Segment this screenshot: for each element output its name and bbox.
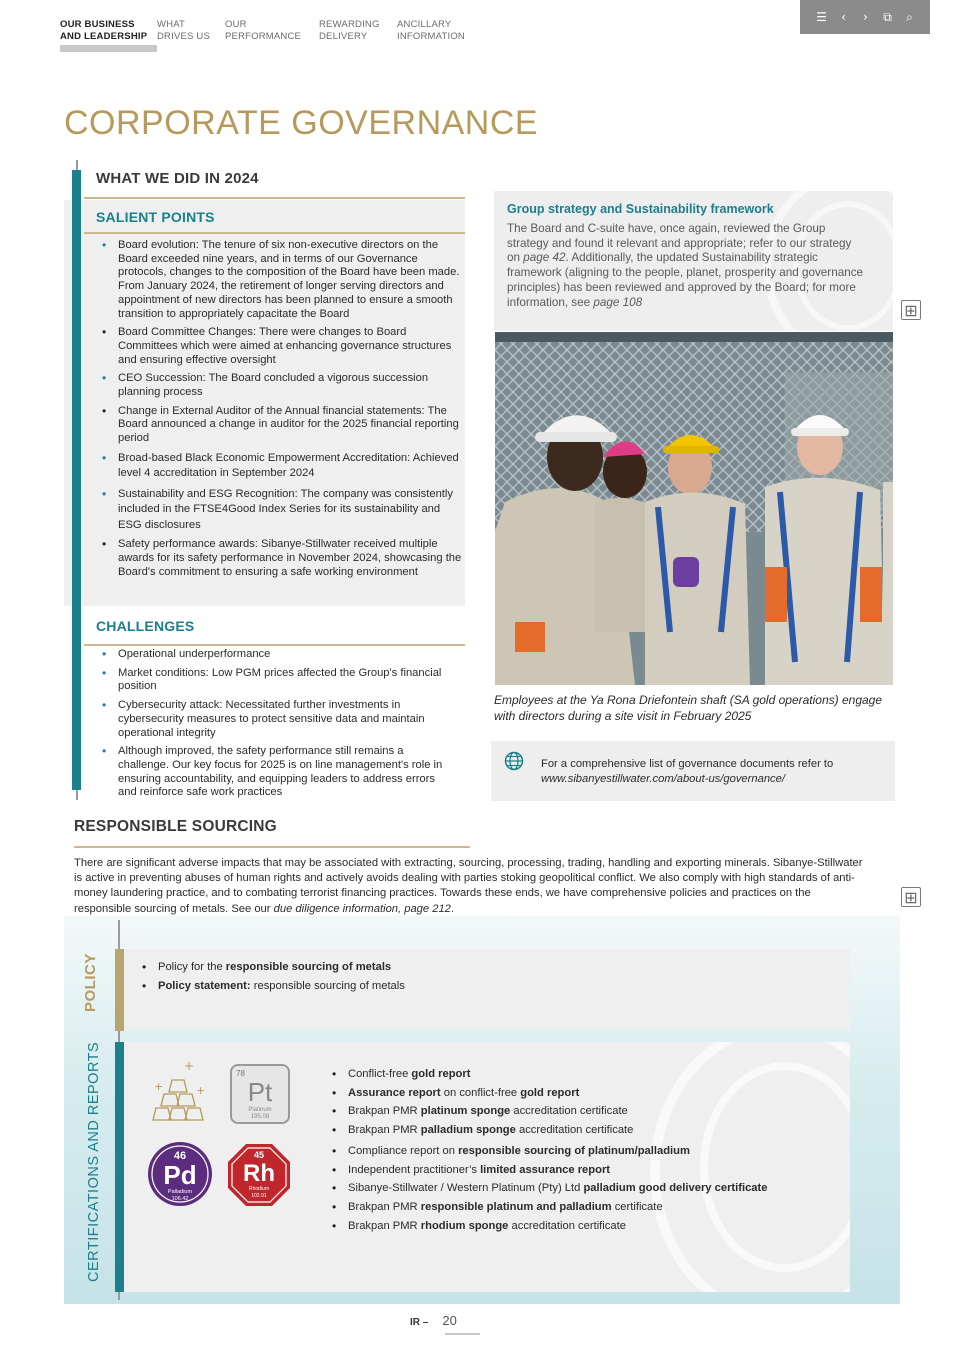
body-text: There are significant adverse impacts that may be associated with extracting, sourcing, processing, trading, handling and exporting minerals. Sibanye-Stillwater is active in preventing abuses of human rights and actively avoids dealing with parties stoking geopolitical conflict. We also comply with high standards of anti-money laundering practice, and to combating terrorist financing practices. Towards these ends, we have comprehensive policies and practices on the responsible sourcing of metals. See our	[74, 857, 863, 915]
nav-label: REWARDING	[319, 19, 380, 30]
gold-bars-icon	[153, 1059, 205, 1120]
item-text: accreditation certificate	[508, 1219, 626, 1232]
nav-rewarding-delivery[interactable]	[319, 19, 397, 43]
list-item: • Board Committee Changes: There were changes to Board Committees which were aimed at enhancing governance structures and ensuring effective oversight	[96, 326, 464, 367]
list-item: • Board evolution: The tenure of six non-executive directors on the Board exceeded nine years, and in terms of our Governance protocols, changes to the composition of the Board have been made. From January 2024, the retirement of longer serving directors and appointment of new directors has been planned to ensure a smooth transition to appropriately capacitate the Board	[96, 239, 464, 321]
due-diligence-link[interactable]: due diligence information, page 212	[273, 902, 451, 915]
nav-label: INFORMATION	[397, 31, 465, 42]
nav-label: ANCILLARY	[397, 19, 452, 30]
body-text: . Additionally, the updated Sustainability strategic framework (aligning to the people, planet, prosperity and governance principles) has been reviewed and approved by the Board; for more information, see	[507, 251, 864, 309]
list-item: • Although improved, the safety performance still remains a challenge. Our key focus for 2025 is on line management's role in ensuring accountability, and equipping leaders to address errors and reinforce safe work practices	[96, 745, 446, 800]
page-42-link[interactable]: page 42	[523, 251, 566, 265]
certificate-link[interactable]	[326, 1164, 836, 1178]
salient-points-list	[96, 239, 464, 584]
list-item: • Operational underperformance	[96, 648, 446, 662]
pd-mass: 106.42	[171, 1196, 189, 1202]
search-icon[interactable]: ⌕	[906, 10, 913, 24]
item-bold-text: gold report	[411, 1068, 471, 1080]
pd-symbol: Pd	[163, 1160, 197, 1190]
pd-name: Palladium	[167, 1189, 193, 1195]
challenges-list	[96, 648, 446, 805]
certificate-link[interactable]	[326, 1145, 836, 1159]
governance-docs-text	[541, 757, 881, 786]
item-bold-text: responsible sourcing of platinum/palladium	[458, 1144, 690, 1157]
rhodium-element-icon	[228, 1144, 290, 1206]
rh-mass: 102.91	[251, 1193, 267, 1199]
policy-accent-bar	[115, 949, 124, 1031]
nav-label: PERFORMANCE	[225, 31, 302, 42]
responsible-sourcing-text	[74, 856, 864, 917]
responsible-sourcing-heading: RESPONSIBLE SOURCING	[74, 818, 277, 835]
footer-underline	[445, 1333, 480, 1335]
item-bold-text: responsible sourcing of metals	[225, 961, 392, 973]
item-bold-text: palladium good delivery certificate	[583, 1182, 768, 1195]
nav-ancillary-information[interactable]	[397, 19, 487, 43]
svg-text:+: +	[184, 1059, 195, 1073]
globe-icon	[504, 751, 524, 771]
page-108-link[interactable]: page 108	[593, 295, 643, 309]
body-text: The Board and C-suite have, once again, reviewed the Group strategy and found it relevant and appropriate; refer to our strategy on	[507, 222, 852, 265]
item-text: Brakpan PMR	[348, 1124, 421, 1137]
rh-number: 45	[253, 1150, 265, 1160]
list-item: • CEO Succession: The Board concluded a vigorous succession planning process	[96, 372, 464, 399]
list-item: • Cybersecurity attack: Necessitated further investments in cybersecurity measures to protect sensitive data and maintain operational integrity	[96, 699, 446, 740]
page-title: CORPORATE GOVERNANCE	[64, 104, 539, 142]
top-navigation	[60, 19, 487, 43]
list-item: • Market conditions: Low PGM prices affected the Group's financial position	[96, 667, 446, 694]
what-we-did-heading: WHAT WE DID IN 2024	[96, 170, 259, 187]
group-strategy-title: Group strategy and Sustainability framework	[507, 202, 774, 216]
item-bold-text: Assurance report	[348, 1086, 441, 1099]
bookmark-icon[interactable]: ⧉	[883, 10, 892, 24]
certificate-link[interactable]	[326, 1105, 836, 1119]
nav-label: OUR BUSINESS	[60, 19, 135, 30]
nav-label: DRIVES US	[157, 31, 211, 42]
nav-label: DELIVERY	[319, 31, 368, 42]
pt-mass: 195.08	[250, 1114, 270, 1120]
salient-points-heading: SALIENT POINTS	[96, 209, 215, 225]
item-text: Sibanye-Stillwater / Western Platinum (Pty) Ltd	[348, 1182, 584, 1195]
body-text: .	[450, 902, 454, 915]
list-item: • Broad-based Black Economic Empowerment Accreditation: Achieved level 4 accreditation in September 2024	[96, 451, 464, 482]
challenges-heading: CHALLENGES	[96, 618, 195, 634]
heading-underline	[84, 232, 465, 234]
list-item: • Change in External Auditor of the Annual financial statements: The Board announced a change in auditor for the 2025 financial reporting period	[96, 405, 464, 446]
heading-underline	[84, 197, 465, 199]
item-bold-text: gold report	[520, 1086, 580, 1099]
heading-underline	[74, 846, 470, 848]
section-accent-bar	[72, 170, 81, 790]
item-bold-text: Policy statement:	[158, 979, 251, 992]
item-text: Conflict-free	[348, 1068, 412, 1080]
item-text: certificate	[611, 1200, 663, 1213]
certificate-link[interactable]	[326, 1182, 836, 1196]
item-text: Compliance report on	[348, 1144, 459, 1157]
nav-what-drives-us[interactable]	[157, 19, 225, 43]
item-text: Brakpan PMR	[348, 1200, 421, 1213]
item-text: accreditation certificate	[515, 1124, 634, 1137]
toolbar	[800, 0, 930, 34]
certificate-link[interactable]	[326, 1124, 836, 1138]
site-visit-photo	[495, 332, 893, 685]
rh-symbol: Rh	[243, 1160, 275, 1187]
item-bold-text: rhodium sponge	[420, 1219, 509, 1232]
rh-name: Rhodium	[248, 1186, 270, 1192]
item-text: on conflict-free	[440, 1086, 521, 1099]
item-text: Policy for the	[158, 961, 226, 973]
pt-number: 78	[236, 1069, 245, 1078]
book-icon[interactable]: ⊞	[901, 300, 921, 320]
certificate-link[interactable]	[326, 1068, 836, 1082]
photo-caption: Employees at the Ya Rona Driefontein shaft (SA gold operations) engage with directors during a site visit in February 2025	[494, 693, 883, 723]
nav-our-business[interactable]	[60, 19, 157, 43]
item-text: Brakpan PMR	[348, 1105, 421, 1118]
item-bold-text: platinum sponge	[420, 1105, 511, 1118]
platinum-element-icon	[231, 1065, 289, 1123]
book-icon[interactable]: ⊞	[901, 887, 921, 907]
page-number: 20	[442, 1313, 457, 1328]
nav-our-performance[interactable]	[225, 19, 319, 43]
svg-text:+: +	[196, 1084, 206, 1097]
chevron-left-icon[interactable]: ‹	[841, 10, 846, 24]
list-item: • Safety performance awards: Sibanye-Stillwater received multiple awards for its safety performance in November 2024, showcasing the Board's commitment to ensuring a safe working environment	[96, 538, 464, 579]
item-bold-text: palladium sponge	[420, 1124, 516, 1137]
item-bold-text: limited assurance report	[480, 1163, 611, 1176]
pd-number: 46	[173, 1150, 187, 1162]
chevron-right-icon[interactable]: ›	[863, 10, 868, 24]
certifications-label: CERTIFICATIONS AND REPORTS	[86, 1041, 102, 1282]
svg-text:+: +	[154, 1080, 164, 1093]
pt-symbol: Pt	[247, 1077, 273, 1107]
item-text: responsible sourcing of metals	[250, 979, 405, 992]
nav-label: OUR	[225, 19, 247, 30]
certificate-link[interactable]	[326, 1201, 836, 1215]
heading-underline	[84, 644, 465, 646]
item-text: Independent practitioner’s	[348, 1163, 481, 1176]
metals-illustration	[144, 1058, 304, 1208]
nav-label: AND LEADERSHIP	[60, 31, 148, 42]
certifications-list	[326, 1068, 836, 1238]
certificate-link[interactable]	[326, 1087, 836, 1101]
pt-name: Platinum	[248, 1107, 272, 1113]
nav-label: WHAT	[157, 19, 186, 30]
governance-url-link[interactable]: www.sibanyestillwater.com/about-us/governance/	[541, 772, 785, 785]
policy-label: POLICY	[82, 953, 99, 1012]
page-footer	[410, 1313, 457, 1328]
nav-active-indicator	[60, 45, 157, 52]
certificate-link[interactable]	[326, 1220, 836, 1234]
body-text: For a comprehensive list of governance documents refer to	[541, 758, 834, 770]
footer-prefix: IR –	[410, 1317, 429, 1328]
list-item: • Sustainability and ESG Recognition: The company was consistently included in the FTSE4Good Index Series for its sustainability and ESG disclosures	[96, 487, 464, 534]
item-bold-text: responsible platinum and palladium	[420, 1200, 612, 1213]
item-text: accreditation certificate	[510, 1105, 628, 1118]
group-strategy-text	[507, 222, 867, 310]
policy-list	[136, 961, 836, 998]
menu-icon[interactable]: ☰	[816, 10, 827, 24]
palladium-element-icon	[148, 1142, 212, 1206]
policy-link[interactable]	[136, 961, 836, 975]
policy-link[interactable]	[136, 980, 836, 994]
item-text: Brakpan PMR	[348, 1219, 421, 1232]
certifications-accent-bar	[115, 1042, 124, 1292]
